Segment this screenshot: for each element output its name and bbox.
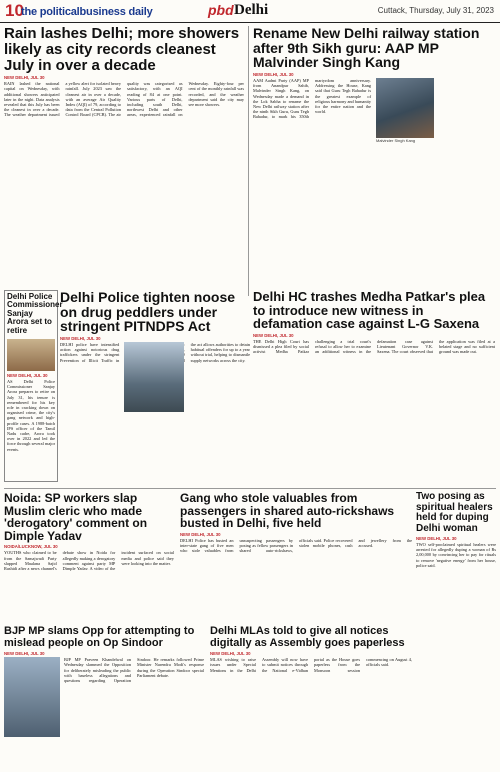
pbd-logo: pbd bbox=[208, 2, 234, 18]
article-drugs bbox=[60, 290, 250, 485]
dateline: NEW DELHI, JUL 30 bbox=[253, 332, 294, 338]
bjp-mp-photo bbox=[4, 657, 60, 737]
article-body: MLAS wishing to raise issues under Special Mentions in the Delhi Assembly will now have to submit notices through the National e-Vidhan portal as the House goes paperless from the Monsoon session commencing on August 4, officials said. bbox=[210, 657, 412, 673]
headline: Delhi HC trashes Medha Patkar's plea to introduce new witness in defamation case against L-G Saxena bbox=[253, 290, 486, 332]
article-bjp bbox=[4, 626, 204, 768]
article-body: TWO self-proclaimed spiritual healers were arrested for allegedly duping a woman of Rs 2,00,000 by convincing her to pay for rituals to remove 'negative energy' from her house, police said. bbox=[416, 542, 496, 568]
article-body: YOUTHS who claimed to be from the Samajwadi Party slapped Maulana Sajid Rashidi after a news channel's debate show in Noida for allegedly making a derogatory comment against party MP Dimple Yadav. A video of the incident surfaced on social media and police said they were looking into the matter. bbox=[4, 550, 174, 571]
dateline: NEW DELHI, JUL 30 bbox=[180, 531, 221, 537]
article-gang bbox=[180, 492, 412, 622]
commissioner-photo bbox=[7, 339, 55, 371]
headline: Delhi MLAs told to give all notices digitally as Assembly goes paperless bbox=[210, 626, 405, 649]
photo-caption: Malvinder Singh Kang bbox=[376, 138, 416, 144]
article-body: AAM Aadmi Party (AAP) MP from Anandpur Sahib, Malvinder Singh Kang, on Wednesday made a demand in the Lok Sabha to rename the New Delhi railway station after the ninth Sikh Guru, Guru Tegh Bahadur, to mark his 350th martyrdom anniversary. Addressing the House, Kang said that Guru Tegh Bahadur is the greatest example of religious harmony and humanity for the entire nation and the world. bbox=[253, 78, 371, 120]
article-spiritual bbox=[416, 492, 496, 762]
horizontal-rule bbox=[4, 488, 496, 489]
police-photo bbox=[124, 342, 184, 412]
headline: Noida: SP workers slap Muslim cleric who made 'derogatory' comment on Dimple Yadav bbox=[4, 492, 148, 543]
headline: Delhi Police Commissioner Sanjay Arora set to retire bbox=[7, 292, 63, 335]
newspaper-brand: the politicalbusiness daily bbox=[21, 6, 153, 18]
headline: Gang who stole valuables from passengers in shared auto-rickshaws busted in Delhi, five held bbox=[180, 492, 395, 531]
article-body: THE Delhi High Court has dismissed a plea filed by social activist Medha Patkar challenging a trial court's refusal to allow her to examine an additional witness in the defamation case against Lieutenant Governor V.K. Saxena. The court observed that the application was filed at a belated stage and no sufficient ground was made out. bbox=[253, 338, 495, 355]
headline: BJP MP slams Opp for attempting to mislead people on Op Sindoor bbox=[4, 626, 195, 649]
dateline: NOIDA/LUCKNOW, JUL 30 bbox=[4, 544, 58, 550]
article-noida bbox=[4, 492, 174, 622]
issue-date: Cuttack, Thursday, July 31, 2023 bbox=[377, 6, 494, 15]
headline: Two posing as spiritual healers held for duping Delhi woman bbox=[416, 492, 493, 534]
article-mlas bbox=[210, 626, 412, 768]
article-hc bbox=[253, 290, 495, 485]
dateline: NEW DELHI, JUL 30 bbox=[210, 651, 251, 657]
headline: Rename New Delhi railway station after 9th Sikh guru: AAP MP Malvinder Singh Kang bbox=[253, 26, 480, 71]
column-rule bbox=[248, 26, 249, 296]
article-body: DELHI Police has busted an inter-state gang of five men who stole valuables from unsuspecting passengers by posing as fellow passengers in shared auto-rickshaws, officials said. Police recovered stolen mobile phones, cash and jewellery from the accused. bbox=[180, 537, 412, 554]
section-title: Delhi bbox=[234, 2, 269, 18]
dateline: NEW DELHI, JUL 30 bbox=[7, 372, 48, 378]
headline: Delhi Police tighten noose on drug peddlers under stringent PITNDPS Act bbox=[60, 290, 236, 335]
article-body: DELHI police have intensified action against notorious drug traffickers under the stringent Prevention of Illicit Traffic in the act allows authorities to detain habitual offenders for up to a year without trial, helping to dismantle supply networks across the city. bbox=[60, 342, 250, 363]
dateline: NEW DELHI, JUL 30 bbox=[4, 75, 45, 81]
article-body: BJP MP Praveen Khandelwal on Wednesday slammed the Opposition for deliberately misleading the public with baseless allegations and questions regarding Operation Sindoor. He remarks followed Prime Minister Narendra Modi's response during the Operation Sindoor special Parliament debate. bbox=[64, 657, 204, 683]
dateline: NEW DELHI, JUL 30 bbox=[253, 72, 294, 78]
dateline: NEW DELHI, JUL 30 bbox=[416, 536, 457, 541]
masthead bbox=[0, 0, 500, 23]
article-commissioner bbox=[4, 290, 63, 482]
headline: Rain lashes Delhi; more showers likely as city records cleanest July in over a decade bbox=[4, 26, 240, 74]
dateline: NEW DELHI, JUL 30 bbox=[4, 651, 45, 657]
article-rain bbox=[4, 26, 244, 286]
dateline: NEW DELHI, JUL 30 bbox=[60, 336, 101, 342]
kang-photo bbox=[376, 78, 434, 138]
article-body: RAIN lashed the national capital on Wednesday, with additional showers anticipated later in the night. Data analysis revealed that this July has been the cleanest in over a decade. The weather department issued a yellow alert for isolated heavy rainfall. July 2023 saw the cleanest air in over a decade, with an average Air Quality Index (AQI) of 79, according to data from the Central Pollution Control Board (CPCB). The air quality was categorised as satisfactory, with an AQI reading of 84 at one point. Various parts of Delhi, including south Delhi, northwest Delhi and other areas, experienced rainfall on Wednesday. Eighty-four per cent of the monthly rainfall was recorded, and the weather department said the city may see more showers. bbox=[4, 81, 244, 118]
article-body: AS Delhi Police Commissioner Sanjay Arora prepares to retire on July 31, his tenure is remembered for his key role in cracking down on organised crime, the city's gang network and high-profile cases. A 1988-batch IPS officer of the Tamil Nadu cadre, Arora took over in 2022 and led the force through several major events. bbox=[7, 378, 55, 452]
article-station bbox=[253, 26, 495, 226]
page-number: 10 bbox=[5, 1, 24, 20]
